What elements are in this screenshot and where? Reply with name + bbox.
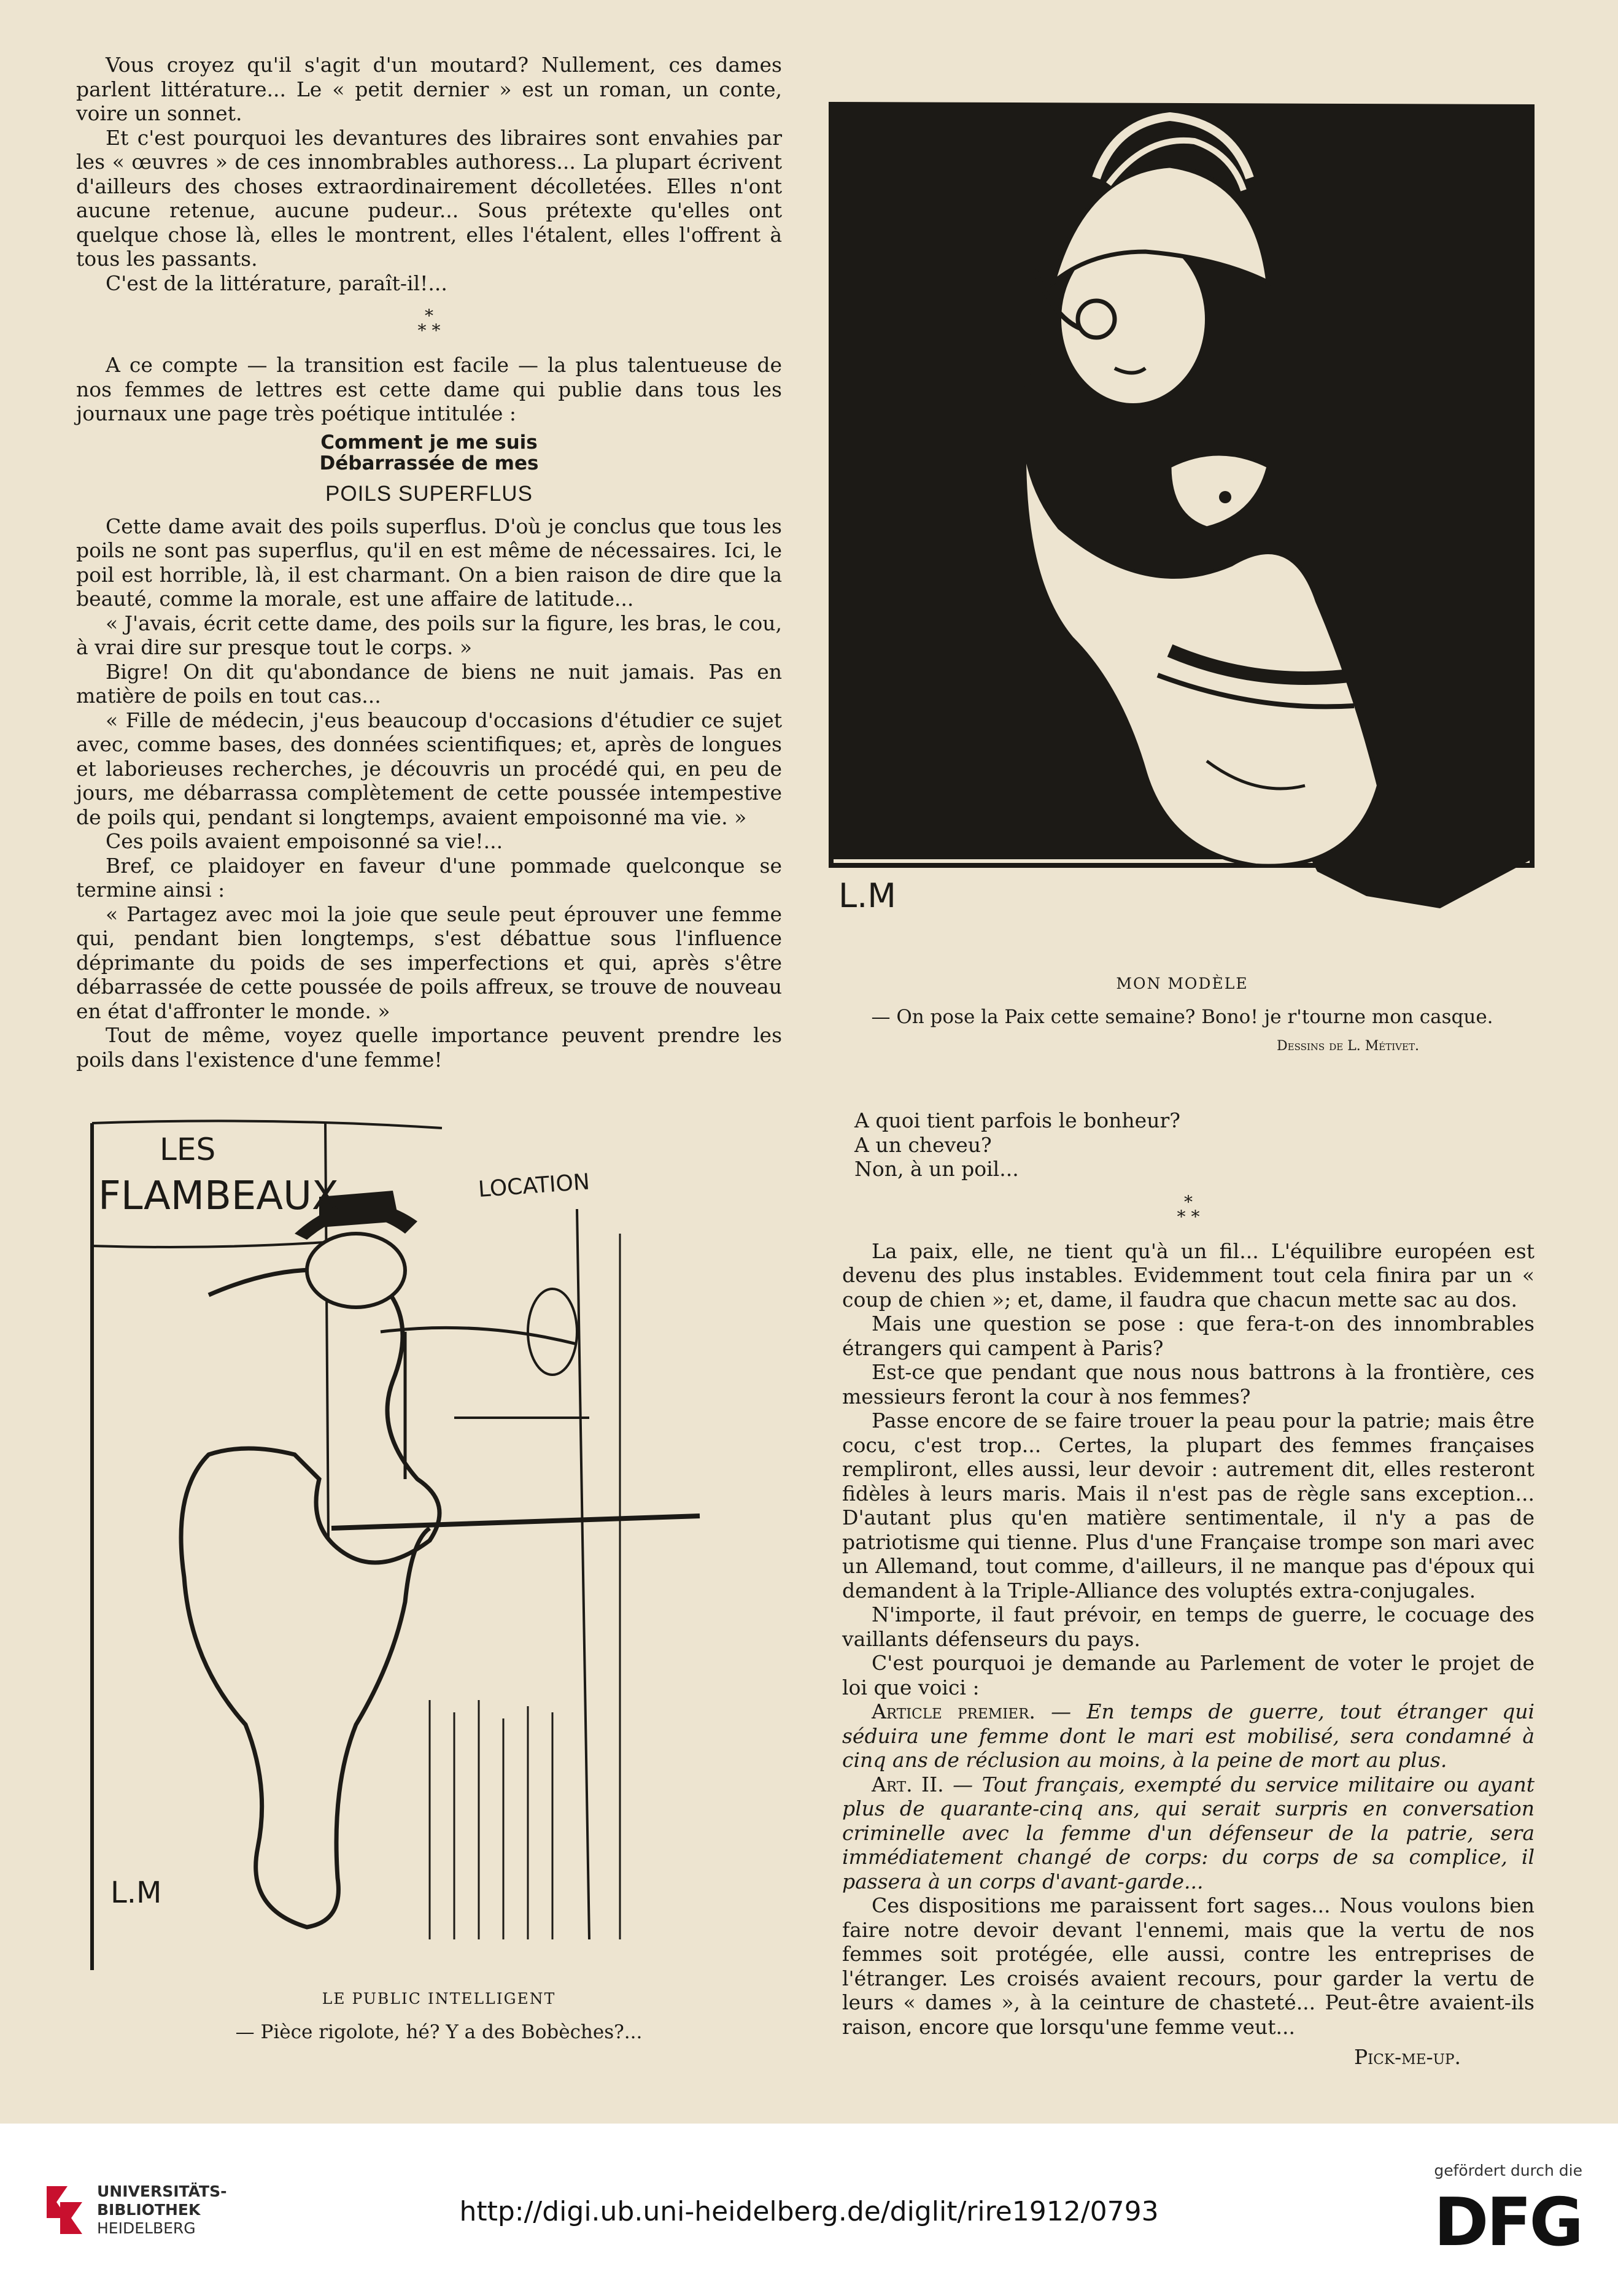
location-sign-text: LOCATION <box>477 1169 591 1202</box>
paragraph: « Fille de médecin, j'eus beaucoup d'occasions d'étudier ce sujet avec, comme bases, des données scientifiques; et, après de longues et laborieuses recherches, je découvris un procédé qui, en peu de jours, me débarrassa complètement de cette poussée intempestive de poils qui, pendant si longtemps, avaient empoisonné ma vie. » <box>76 708 782 829</box>
paragraph: « J'avais, écrit cette dame, des poils sur la figure, les bras, le cou, à vrai dire sur presque tout le corps. » <box>76 611 782 659</box>
article-label: Article premier. <box>872 1699 1035 1723</box>
permalink-url[interactable]: http://digi.ub.uni-heidelberg.de/diglit/rire1912/0793 <box>459 2196 1159 2227</box>
paragraph: Ces dispositions me paraissent fort sages... Nous voulons bien faire notre devoir devant l'ennemi, mais que la vertu de nos femmes soit protégée, elle aussi, contre les entreprises de l'étranger. Les croisés avaient recours, pour garder la vertu de leurs « dames », à la ceinture de chasteté... Peut-être avaient-ils raison, encore que lorsqu'une femme veut... <box>842 1893 1535 2039</box>
paragraph: Et c'est pourquoi les devantures des libraires sont envahies par les « œuvres » de ces innombrables authoress... La plupart écrivent d'ailleurs des choses extraordinairement décolletées. Elles n'ont aucune retenue, aucune pudeur... Sous prétexte qu'elles ont quelque chose là, elles le montrent, elles l'étalent, elles l'offrent à tous les passants. <box>76 125 782 271</box>
paragraph: C'est pourquoi je demande au Parlement de voter le projet de loi que voici : <box>842 1651 1535 1699</box>
paragraph: Tout de même, voyez quelle importance peuvent prendre les poils dans l'existence d'une femme! <box>76 1023 782 1072</box>
university-name-line: HEIDELBERG <box>97 2219 196 2237</box>
paragraph: A ce compte — la transition est facile — la plus talentueuse de nos femmes de lettres est cette dame qui publie dans tous les journaux une page très poétique intitulée : <box>76 353 782 425</box>
illustration-mon-modele <box>826 98 1538 939</box>
caption-dialogue: — Pièce rigolote, hé? Y a des Bobèches?... <box>235 2021 643 2043</box>
verse <box>842 1108 1535 1181</box>
section-separator <box>842 1191 1535 1227</box>
paragraph: Mais une question se pose : que fera-t-on des innombrables étrangers qui campent à Paris? <box>842 1312 1535 1360</box>
caption-title: MON MODÈLE <box>1116 975 1248 992</box>
paragraph: C'est de la littérature, paraît-il!... <box>106 271 447 295</box>
paragraph: Vous croyez qu'il s'agit d'un moutard? Nullement, ces dames parlent littérature... Le « petit dernier » est un roman, un conte, voire un sonnet. <box>76 53 782 125</box>
separator-stars: * * <box>1177 1206 1200 1227</box>
paragraph: « Partagez avec moi la joie que seule peut éprouver une femme qui, pendant bien longtemps, s'est débattue sous l'influence déprimante du poids de ses imperfections et qui, après s'être débarrassée de cette poussée de poils affreux, se trouve de nouveau en état d'affronter le monde. » <box>76 902 782 1023</box>
university-name-line: UNIVERSITÄTS- <box>97 2182 227 2200</box>
paragraph: La paix, elle, ne tient qu'à un fil... L'équilibre européen est devenu des plus instables. Evidemment tout cela finira par un « coup de chien »; et, dame, il faudra que chacun mette sac au dos. <box>842 1239 1535 1312</box>
paragraph: Ces poils avaient empoisonné sa vie!... <box>106 829 503 853</box>
paragraph: Bigre! On dit qu'abondance de biens ne nuit jamais. Pas en matière de poils en tout cas... <box>76 659 782 708</box>
digitization-footer <box>0 2124 1618 2296</box>
illustration-public-intelligent <box>86 1111 792 1982</box>
article-heading-line: Débarrassée de mes <box>319 452 539 474</box>
verse-line: A quoi tient parfois le bonheur? <box>854 1108 1180 1132</box>
dfg-logo: DFG <box>1433 2184 1581 2261</box>
separator-star: * <box>425 306 433 326</box>
author-signature: Pick-me-up. <box>1353 2045 1461 2069</box>
article-label: Art. II. <box>872 1772 944 1796</box>
paragraph: N'importe, il faut prévoir, en temps de guerre, le cocuage des vaillants défenseurs du pays. <box>842 1602 1535 1651</box>
law-article <box>842 1699 1535 1772</box>
separator-stars: * * <box>417 320 441 341</box>
poster-text-les: LES <box>160 1132 216 1167</box>
caption-public-intelligent <box>86 1990 792 2043</box>
artist-signature: L.M <box>110 1876 162 1910</box>
drawing-credit: Dessins de L. Métivet. <box>1277 1038 1419 1054</box>
caption-title: LE PUBLIC INTELLIGENT <box>322 1990 556 2008</box>
article-heading-line: Comment je me suis <box>320 431 538 454</box>
paragraph: Passe encore de se faire trouer la peau pour la patrie; mais être cocu, c'est trop... Certes, la plupart des femmes françaises rempliront, elles aussi, leur devoir : autrement dit, elles resteront fidèles à leurs maris. Mais il n'est pas de règle sans exception... D'autant plus qu'en matière sentimentale, il n'y a pas de patriotisme qui tienne. Plus d'une Française trompe son mari avec un Allemand, tout comme, d'ailleurs, il ne manque pas d'époux qui demandent à la Triple-Alliance des voluptés extra-conjugales. <box>842 1409 1535 1602</box>
left-text-column <box>76 53 782 1072</box>
verse-line: A un cheveu? <box>854 1132 992 1157</box>
funding-label: gefördert durch die <box>1434 2162 1582 2179</box>
right-text-column <box>842 1108 1535 2070</box>
section-separator <box>76 306 782 341</box>
woman-helmet-drawing <box>826 98 1538 939</box>
poster-text-flambeaux: FLAMBEAUX <box>98 1173 339 1219</box>
verse-line: Non, à un poil... <box>854 1157 1019 1181</box>
paragraph: Bref, ce plaidoyer en faveur d'une pommade quelconque se termine ainsi : <box>76 853 782 902</box>
article-heading-caps: POILS SUPERFLUS <box>325 481 533 506</box>
university-name-line: BIBLIOTHEK <box>97 2201 201 2219</box>
artist-signature: L.M <box>838 876 896 915</box>
paragraph: Cette dame avait des poils superflus. D'où je conclus que tous les poils ne sont pas superflus, qu'il en est même de nécessaires. Ici, le poil est horrible, là, il est charmant. On a bien raison de dire que la beauté, comme la morale, est une affaire de latitude... <box>76 514 782 611</box>
separator-star: * <box>1184 1191 1193 1212</box>
caption-dialogue: — On pose la Paix cette semaine? Bono! je r'tourne mon casque. <box>871 1006 1493 1028</box>
law-article <box>842 1772 1535 1894</box>
article-text: — En temps de guerre, tout étranger qui séduira une femme dont le mari est mobilisé, sera condamné à cinq ans de réclusion au moins, à la peine de mort au plus. <box>842 1699 1535 1772</box>
paragraph: Est-ce que pendant que nous nous battrons à la frontière, ces messieurs feront la cour à nos femmes? <box>842 1360 1535 1409</box>
article-text: — Tout français, exempté du service militaire ou ayant plus de quarante-cinq ans, qui serait surpris en conversation criminelle avec la femme d'un défenseur de la patrie, sera immédiatement changé de corps: du corps de sa complice, il passera à un corps d'avant-garde... <box>842 1772 1535 1893</box>
theater-box-office-drawing <box>86 1111 792 1982</box>
caption-mon-modele <box>826 975 1538 1028</box>
